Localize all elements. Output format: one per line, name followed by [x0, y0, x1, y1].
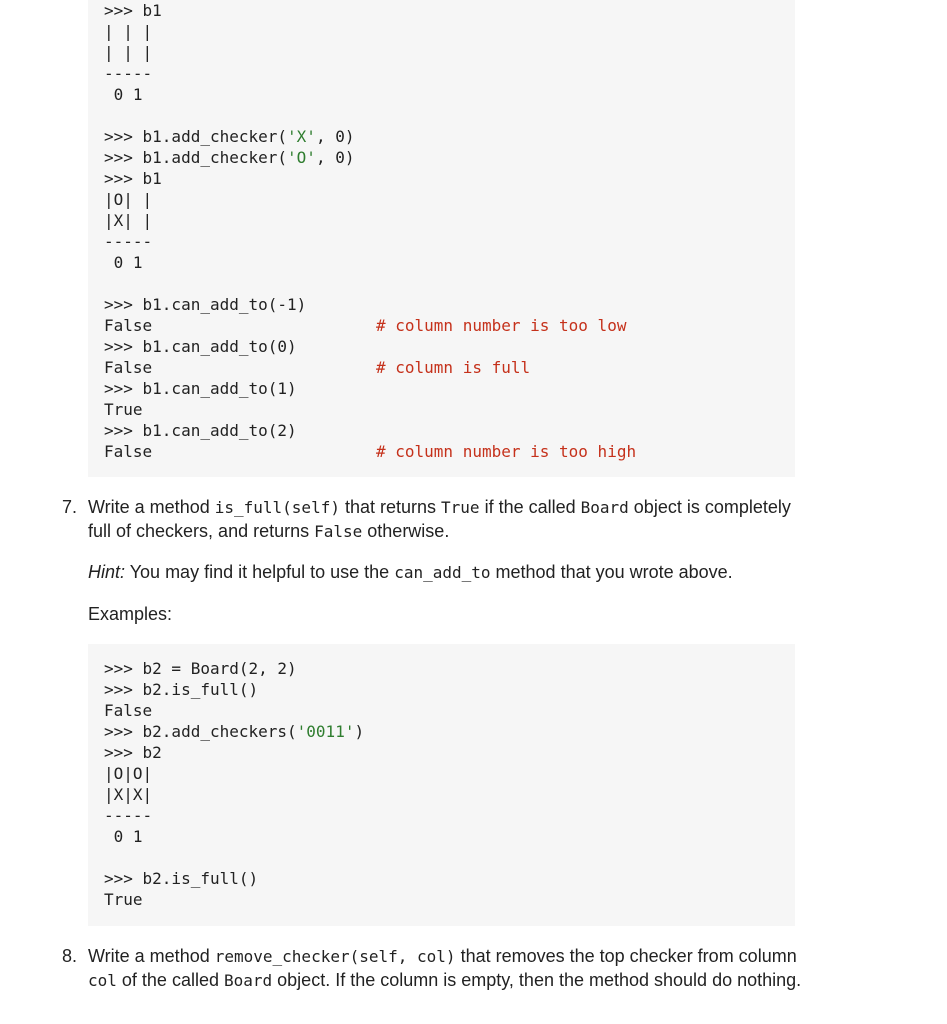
- item-7-description: Write a method is_full(self) that returns True if the called Board object is completely full of checkers, and returns False otherwise.: [88, 497, 791, 541]
- code-comment: # column is full: [376, 358, 531, 377]
- code-line: | | |: [104, 22, 153, 41]
- code-comment: # column number is too high: [376, 442, 637, 461]
- code-line: |X| |: [104, 211, 153, 230]
- code-line: >>> b2 = Board(2, 2): [104, 659, 297, 678]
- code-line: [104, 273, 795, 294]
- code-block-1: [88, 0, 795, 477]
- code-line: False # column number is too high: [104, 442, 637, 461]
- code-line: 0 1: [104, 827, 143, 846]
- code-line: False # column is full: [104, 358, 531, 377]
- code-line: >>> b2: [104, 743, 162, 762]
- code-line: True: [104, 400, 143, 419]
- code-line: >>> b2.is_full(): [104, 680, 259, 699]
- code-line: >>> b1: [104, 169, 162, 188]
- code-line: [104, 847, 795, 868]
- item-7-body: [88, 496, 802, 626]
- code-line: [104, 105, 795, 126]
- code-line: True: [104, 890, 143, 909]
- code-line: -----: [104, 806, 153, 825]
- code-line: >>> b1.can_add_to(2): [104, 421, 297, 440]
- code-line: |O|O|: [104, 764, 153, 783]
- code-line: >>> b1.can_add_to(0): [104, 337, 297, 356]
- item-8-body: [88, 945, 802, 992]
- item-7-examples-label: Examples:: [88, 603, 173, 624]
- code-line: >>> b1.can_add_to(-1): [104, 295, 307, 314]
- code-line: -----: [104, 64, 153, 83]
- code-line: |O| |: [104, 190, 153, 209]
- code-block-2: [88, 644, 795, 926]
- code-line: >>> b1.can_add_to(1): [104, 379, 297, 398]
- list-number: 7.: [62, 497, 78, 517]
- item-7-hint: Hint: You may find it helpful to use the can_add_to method that you wrote above.: [88, 562, 733, 582]
- code-line: 0 1: [104, 85, 143, 104]
- code-line: >>> b1.add_checker('X', 0): [104, 127, 355, 146]
- code-line: False # column number is too low: [104, 316, 627, 335]
- list-number: 8.: [62, 946, 78, 966]
- code-line: -----: [104, 232, 153, 251]
- code-line: False: [104, 701, 153, 720]
- code-line: >>> b1.add_checker('O', 0): [104, 148, 355, 167]
- code-line: | | |: [104, 43, 153, 62]
- code-line: 0 1: [104, 253, 143, 272]
- item-8-description: Write a method remove_checker(self, col) that removes the top checker from column col of the called Board object. If the column is empty, then the method should do nothing.: [88, 946, 802, 990]
- code-line: >>> b2.is_full(): [104, 869, 259, 888]
- code-comment: # column number is too low: [376, 316, 627, 335]
- code-line: >>> b1: [104, 1, 162, 20]
- code-line: >>> b2.add_checkers('0011'): [104, 722, 365, 741]
- code-line: |X|X|: [104, 785, 153, 804]
